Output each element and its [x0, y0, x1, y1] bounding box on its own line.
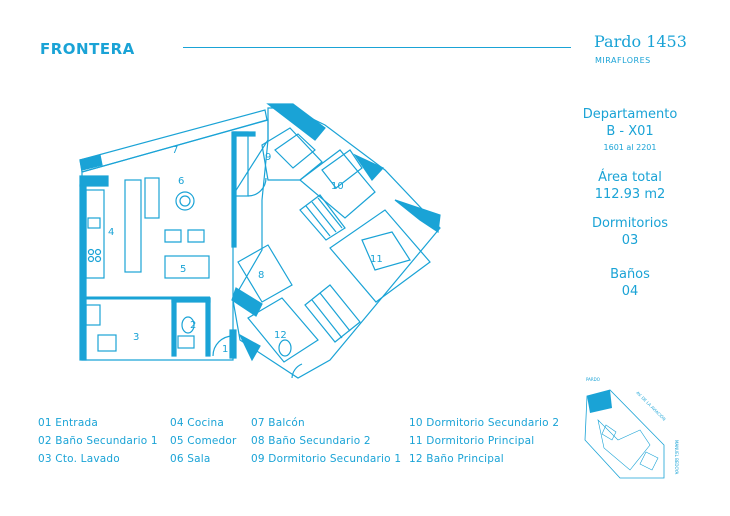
- legend-item: 09 Dormitorio Secundario 1: [251, 453, 402, 465]
- area-value: 112.93 m2: [594, 187, 666, 202]
- site-block: [640, 452, 658, 470]
- sofa: [145, 178, 159, 218]
- room-number-1: 1: [222, 344, 229, 355]
- room-number-9: 9: [265, 152, 272, 163]
- coffee-table-inner: [180, 196, 190, 206]
- bath-8: [238, 245, 292, 302]
- room-number-7: 7: [172, 145, 179, 156]
- legend-item: 04 Cocina: [170, 417, 225, 429]
- room-number-4: 4: [108, 227, 115, 238]
- brand-logo: FRONTERA: [40, 40, 135, 58]
- balcony-outline: [80, 110, 267, 172]
- bedrooms-value: 03: [621, 233, 639, 248]
- northwest-wall: [80, 176, 108, 186]
- street-label-pardo: PARDO: [586, 377, 600, 382]
- key-map: [585, 377, 679, 478]
- stove-burner: [96, 257, 101, 262]
- bath-12-wall: [240, 335, 260, 360]
- room-number-11: 11: [370, 254, 383, 265]
- legend-item: 06 Sala: [170, 453, 211, 465]
- building-name: Pardo 1453: [594, 32, 687, 51]
- central-wall: [232, 132, 236, 247]
- washer: [98, 335, 116, 351]
- stove-burner: [89, 257, 94, 262]
- unit-code: B - X01: [606, 124, 654, 139]
- area-label: Área total: [598, 170, 662, 185]
- stove-burner: [96, 250, 101, 255]
- room-number-5: 5: [180, 264, 187, 275]
- closet-10: [300, 195, 345, 240]
- legend-item: 08 Baño Secundario 2: [251, 435, 371, 447]
- toilet-12: [279, 340, 291, 356]
- unit-title: Departamento: [582, 107, 678, 122]
- kitchen-island: [125, 180, 141, 272]
- legend-item: 10 Dormitorio Secundario 2: [409, 417, 560, 429]
- laundry-sink: [86, 305, 100, 325]
- legend-column-2: [170, 414, 237, 468]
- room-number-3: 3: [133, 332, 140, 343]
- unit-highlight: [587, 390, 612, 413]
- site-block: [602, 425, 616, 440]
- bathrooms-value: 04: [621, 284, 639, 299]
- room-number-8: 8: [258, 270, 265, 281]
- bedrooms-label: Dormitorios: [591, 216, 669, 231]
- legend-column-3: [251, 414, 401, 468]
- legend-item: 01 Entrada: [38, 417, 98, 429]
- bath2-top-wall: [172, 298, 210, 302]
- armchair: [165, 230, 181, 242]
- room-number-10: 10: [331, 181, 344, 192]
- room-number-2: 2: [190, 320, 197, 331]
- kitchen-counter: [86, 190, 104, 278]
- armchair: [188, 230, 204, 242]
- building-district: MIRAFLORES: [595, 56, 651, 65]
- bath2-wall: [172, 298, 176, 356]
- legend-column-4: [409, 414, 559, 468]
- wall-segment: [355, 155, 383, 180]
- legend-column-1: [38, 414, 158, 468]
- unit-floors: 1601 al 2201: [603, 143, 657, 152]
- door-swing: [292, 364, 302, 378]
- entrance-wall: [230, 330, 236, 358]
- kitchen-sink: [88, 218, 100, 228]
- legend-item: 07 Balcón: [251, 417, 305, 429]
- legend-item: 05 Comedor: [170, 435, 237, 447]
- street-label-aviacion: AV. DE LA AVIACIÓN: [635, 390, 667, 422]
- bathrooms-label: Baños: [610, 267, 650, 282]
- bath2-right-wall: [206, 298, 210, 356]
- dining-table: [165, 256, 209, 278]
- room-number-6: 6: [178, 176, 185, 187]
- legend-item: 11 Dormitorio Principal: [409, 435, 535, 447]
- room-number-12: 12: [274, 330, 287, 341]
- washbasin: [178, 336, 194, 348]
- legend-item: 12 Baño Principal: [409, 453, 504, 465]
- street-label-bedoya: MANUEL BEDOYA: [674, 440, 679, 475]
- west-wall: [80, 185, 86, 360]
- stove-burner: [89, 250, 94, 255]
- legend-item: 02 Baño Secundario 1: [38, 435, 158, 447]
- legend-item: 03 Cto. Lavado: [38, 453, 120, 465]
- coffee-table: [176, 192, 194, 210]
- central-wall-top: [233, 132, 255, 136]
- bed-9: [275, 134, 315, 168]
